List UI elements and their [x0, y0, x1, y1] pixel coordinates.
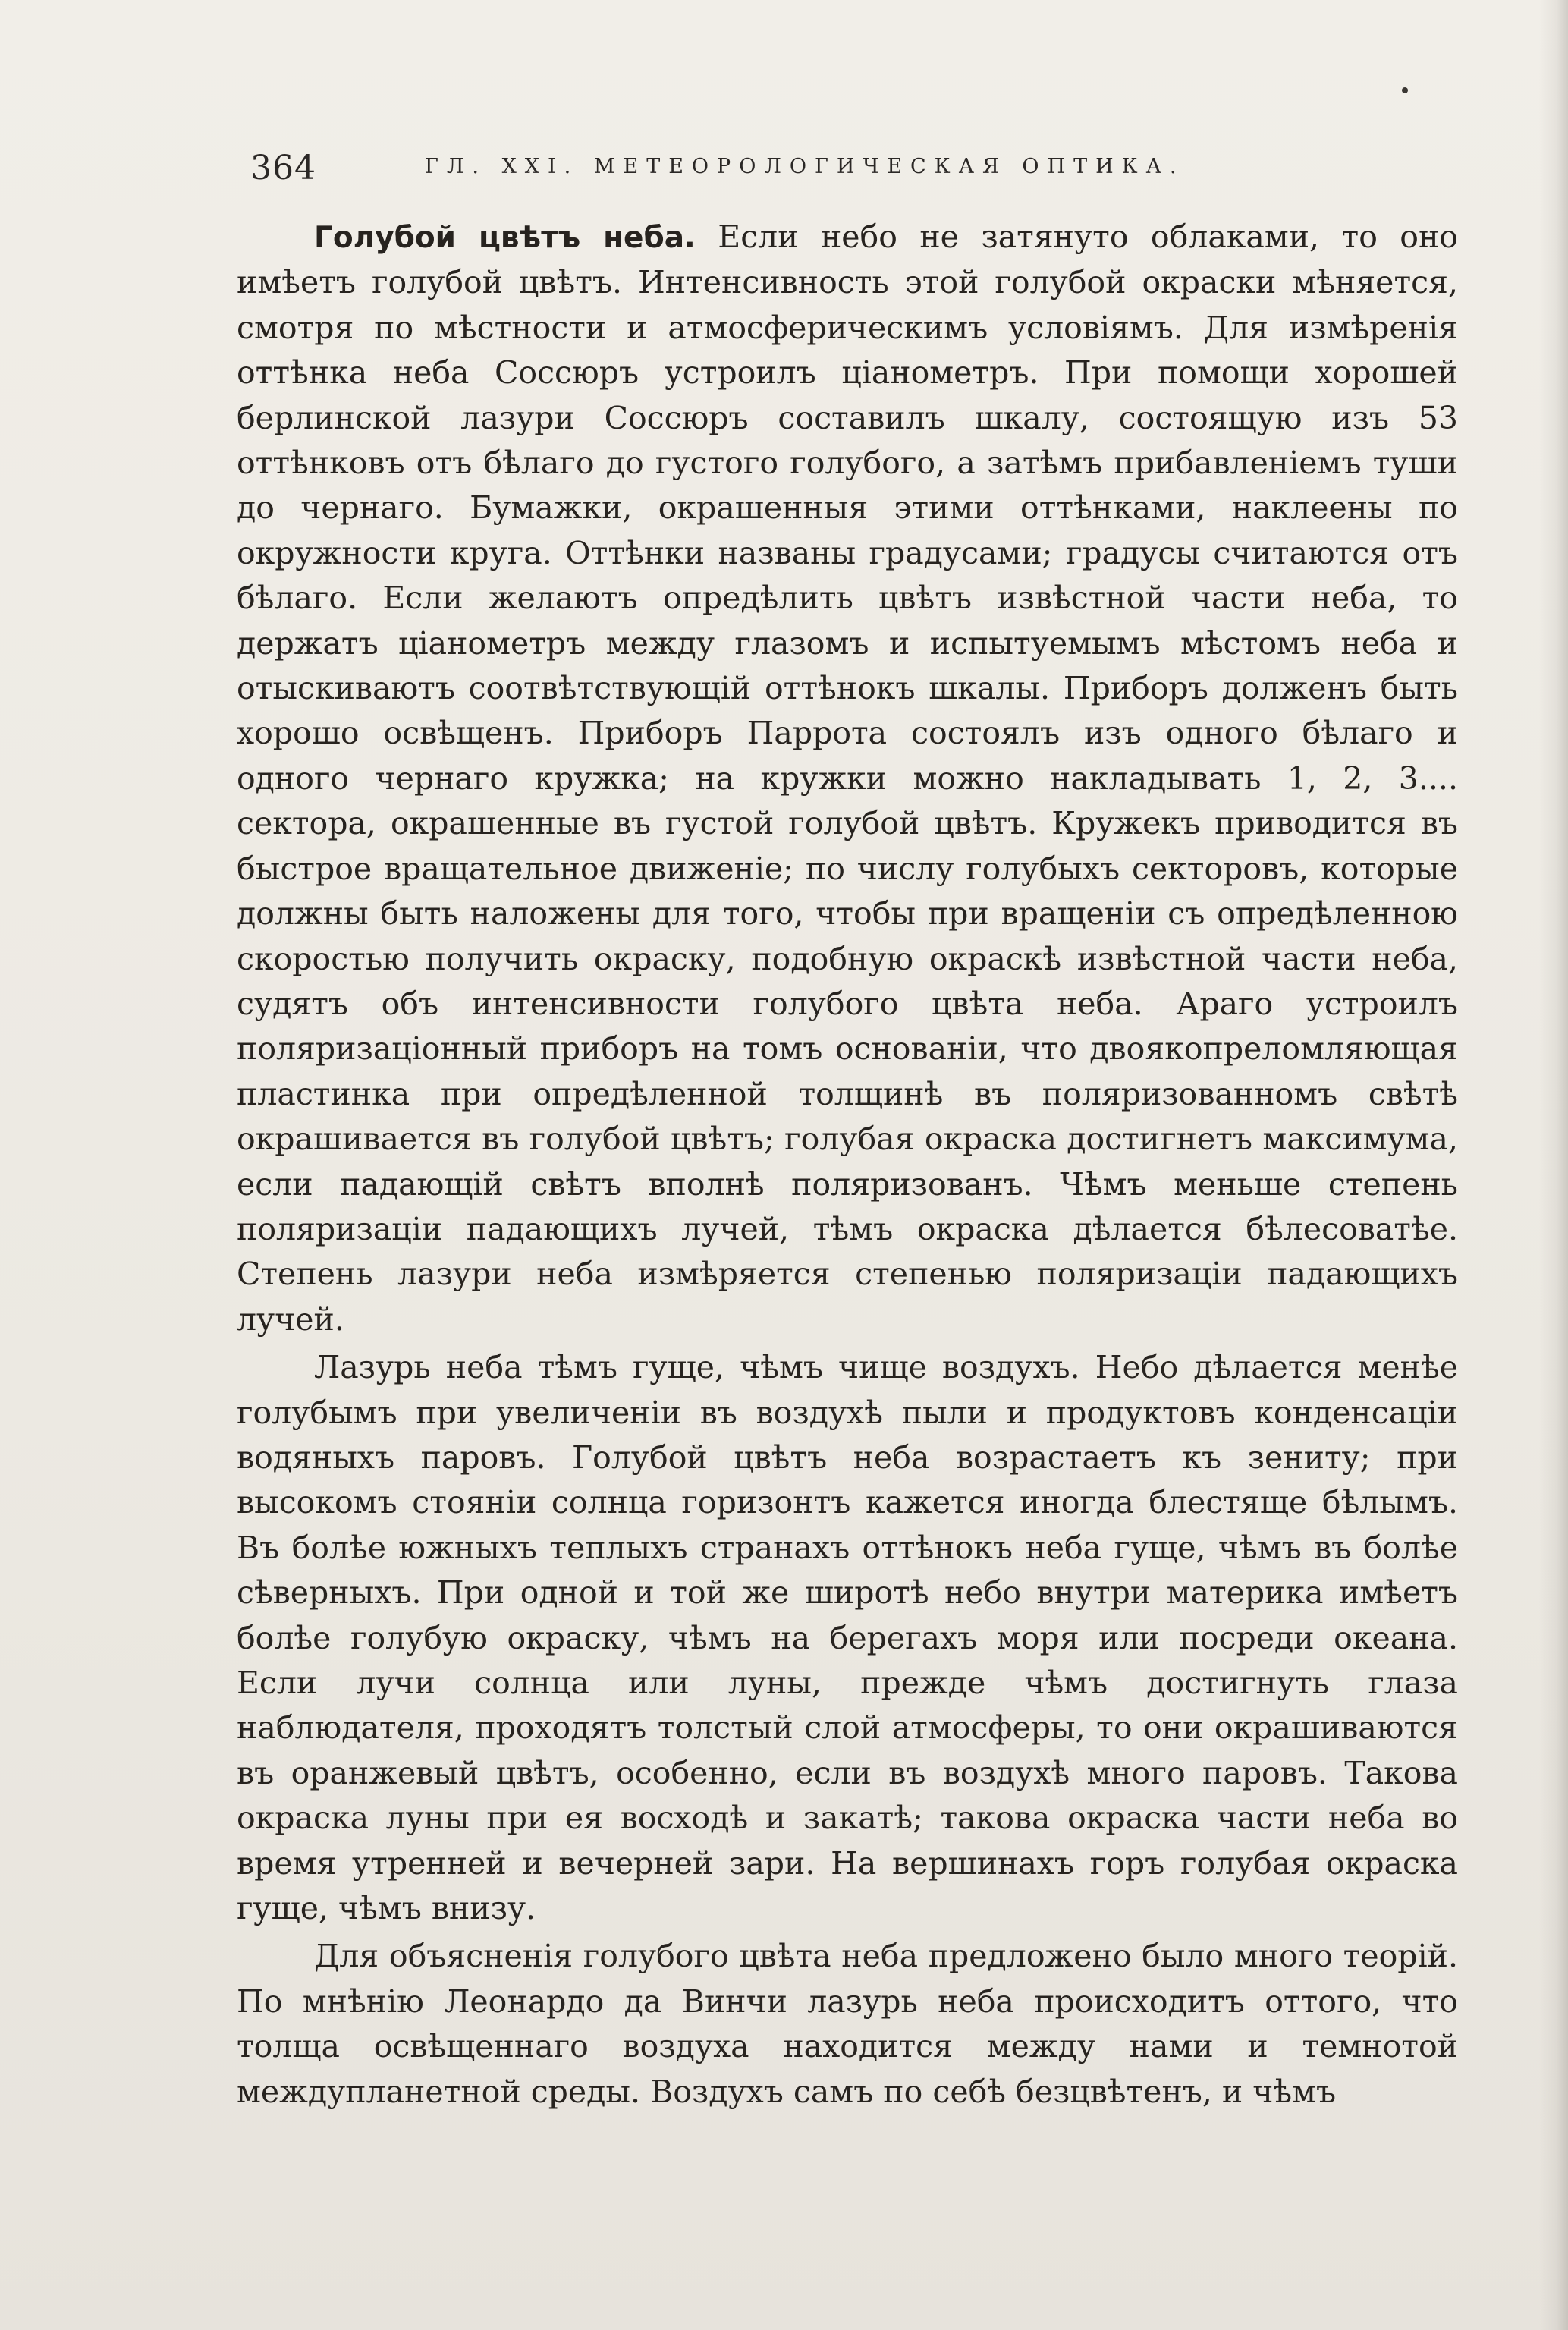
- paragraph-2-text: Лазурь неба тѣмъ гуще, чѣмъ чище воздухъ. Небо дѣлается менѣе голубымъ при увеличеніи въ воздухѣ пыли и продуктовъ конденсаціи водяныхъ паровъ. Голубой цвѣтъ неба возрастаетъ къ зениту; при высокомъ стояніи солнца горизонтъ кажется иногда блестяще бѣлымъ. Въ болѣе южныхъ теплыхъ странахъ оттѣнокъ неба гуще, чѣмъ въ болѣе сѣверныхъ. При одной и той же широтѣ небо внутри материка имѣетъ болѣе голубую окраску, чѣмъ на берегахъ моря или посреди океана. Если лучи солнца или луны, прежде чѣмъ достигнуть глаза наблюдателя, проходятъ толстый слой атмосферы, то они окрашиваются въ оранжевый цвѣтъ, особенно, если въ воздухѣ много паровъ. Такова окраска луны при ея восходѣ и закатѣ; такова окраска части неба во время утренней и вечерней зари. На вершинахъ горъ голубая окраска гуще, чѣмъ внизу.: [237, 1349, 1458, 1927]
- ink-speck: [1402, 87, 1408, 93]
- paragraph-1-text: Если небо не затянуто облаками, то оно имѣетъ голубой цвѣтъ. Интенсивность этой голубой окраски мѣняется, смотря по мѣстности и атмосферическимъ условіямъ. Для измѣренія оттѣнка неба Соссюръ устроилъ ціанометръ. При помощи хорошей берлинской лазури Соссюръ составилъ шкалу, состоящую изъ 53 оттѣнковъ отъ бѣлаго до густого голубого, а затѣмъ прибавленіемъ туши до чернаго. Бумажки, окрашенныя этими оттѣнками, наклеены по окружности круга. Оттѣнки названы градусами; градусы считаются отъ бѣлаго. Если желаютъ опредѣлить цвѣтъ извѣстной части неба, то держатъ ціанометръ между глазомъ и испытуемымъ мѣстомъ неба и отыскиваютъ соотвѣтствующій оттѣнокъ шкалы. Приборъ долженъ быть хорошо освѣщенъ. Приборъ Паррота состоялъ изъ одного бѣлаго и одного чернаго кружка; на кружки можно накладывать 1, 2, 3.... сектора, окрашенные въ густой голубой цвѣтъ. Кружекъ приводится въ быстрое вращательное движеніе; по числу голубыхъ секторовъ, которые должны быть наложены для того, чтобы при вращеніи съ опредѣленною скоростью получить окраску, подобную окраскѣ извѣстной части неба, судятъ объ интенсивности голубого цвѣта неба. Араго устроилъ поляризаціонный приборъ на томъ основаніи, что двоякопреломляющая пластинка при опредѣленной толщинѣ въ поляризованномъ свѣтѣ окрашивается въ голубой цвѣтъ; голубая окраска достигнетъ максимума, если падающій свѣтъ вполнѣ поляризованъ. Чѣмъ меньше степень поляризаціи падающихъ лучей, тѣмъ окраска дѣлается бѣлесоватѣе. Степень лазури неба измѣряется степенью поляризаціи падающихъ лучей.: [237, 219, 1458, 1338]
- running-head: ГЛ. XXI. МЕТЕОРОЛОГИЧЕСКАЯ ОПТИКА.: [425, 155, 1185, 178]
- section-run-in-heading: Голубой цвѣтъ неба.: [314, 221, 696, 255]
- paragraph-3: [237, 1934, 1458, 2115]
- paragraph-2: [237, 1345, 1458, 1931]
- page-edge-shadow: [1539, 0, 1568, 2330]
- paragraph-1: [237, 215, 1458, 1342]
- body-text: [237, 215, 1458, 2115]
- page-header: [250, 149, 1328, 194]
- page-number: 364: [250, 149, 316, 187]
- paragraph-3-text: Для объясненія голубого цвѣта неба предложено было много теорій. По мнѣнію Леонардо да Винчи лазурь неба происходитъ оттого, что толща освѣщеннаго воздуха находится между нами и темнотой междупланетной среды. Воздухъ самъ по себѣ безцвѣтенъ, и чѣмъ: [237, 1938, 1458, 2110]
